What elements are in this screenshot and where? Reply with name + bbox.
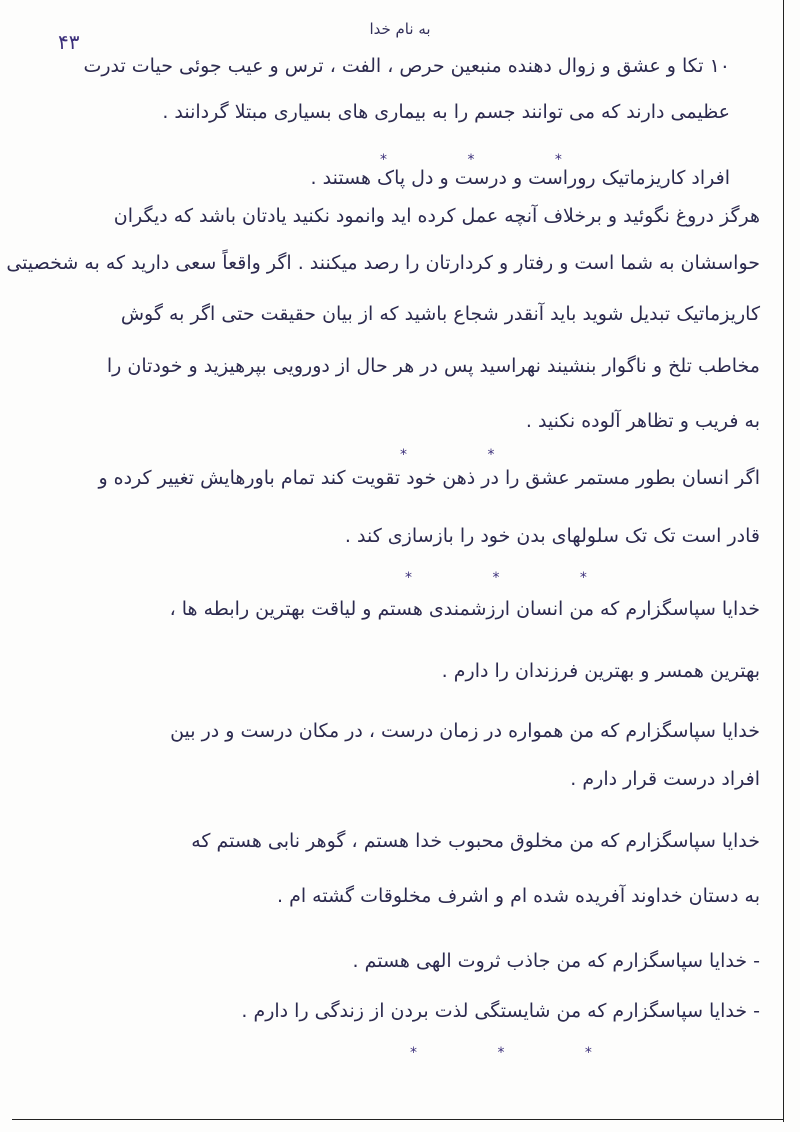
text-line: - خدایا سپاسگزارم که من شایستگی لذت بردن از زندگی را دارم . [241,1000,760,1022]
text-line: قادر است تک تک سلولهای بدن خود را بازسازی کند . [344,525,760,547]
text-line: ۱۰ تکا و عشق و زوال دهنده منبعین حرص ، الفت ، ترس و عیب جوئی حیات تدرت [83,55,730,77]
ornament-stars: * * [400,447,533,463]
page-border-right [783,0,784,1122]
text-line: - خدایا سپاسگزارم که من جاذب ثروت الهی هستم . [352,950,760,972]
text-line: افراد کاریزماتیک روراست و درست و دل پاک هستند . [310,167,730,189]
text-line: به فریب و تظاهر آلوده نکنید . [525,410,760,432]
text-line: خدایا سپاسگزارم که من همواره در زمان درست ، در مکان درست و در بین [170,720,760,742]
page-number: ۴۳ [58,30,80,54]
text-line: خدایا سپاسگزارم که من انسان ارزشمندی هستم و لیاقت بهترین رابطه ها ، [169,598,760,620]
text-line: حواسشان به شما است و رفتار و کردارتان را رصد میکنند . اگر واقعاً سعی دارید که به شخصیتی [6,252,760,274]
page-border-bottom [12,1119,784,1120]
ornament-stars: * * * [405,570,625,586]
ornament-stars: * * * [410,1045,630,1061]
text-line: اگر انسان بطور مستمر عشق را در ذهن خود تقویت کند تمام باورهایش تغییر کرده و [98,467,760,489]
text-line: به دستان خداوند آفریده شده ام و اشرف مخلوقات گشته ام . [276,885,760,907]
text-line: کاریزماتیک تبدیل شوید باید آنقدر شجاع باشید که از بیان حقیقت حتی اگر به گوش [120,303,760,325]
text-line: خدایا سپاسگزارم که من مخلوق محبوب خدا هستم ، گوهر نابی هستم که [191,830,760,852]
text-line: مخاطب تلخ و ناگوار بنشیند نهراسید پس در هر حال از دورویی بپرهیزید و خودتان را [106,355,760,377]
text-line: بهترین همسر و بهترین فرزندان را دارم . [441,660,760,682]
text-line: افراد درست قرار دارم . [570,768,760,790]
text-line: عظیمی دارند که می توانند جسم را به بیماری های بسیاری مبتلا گردانند . [162,101,730,123]
ornament-stars: * * * [380,152,600,168]
page-heading: به نام خدا [369,20,431,38]
text-line: هرگز دروغ نگوئید و برخلاف آنچه عمل کرده اید وانمود نکنید یادتان باشد که دیگران [113,205,760,227]
